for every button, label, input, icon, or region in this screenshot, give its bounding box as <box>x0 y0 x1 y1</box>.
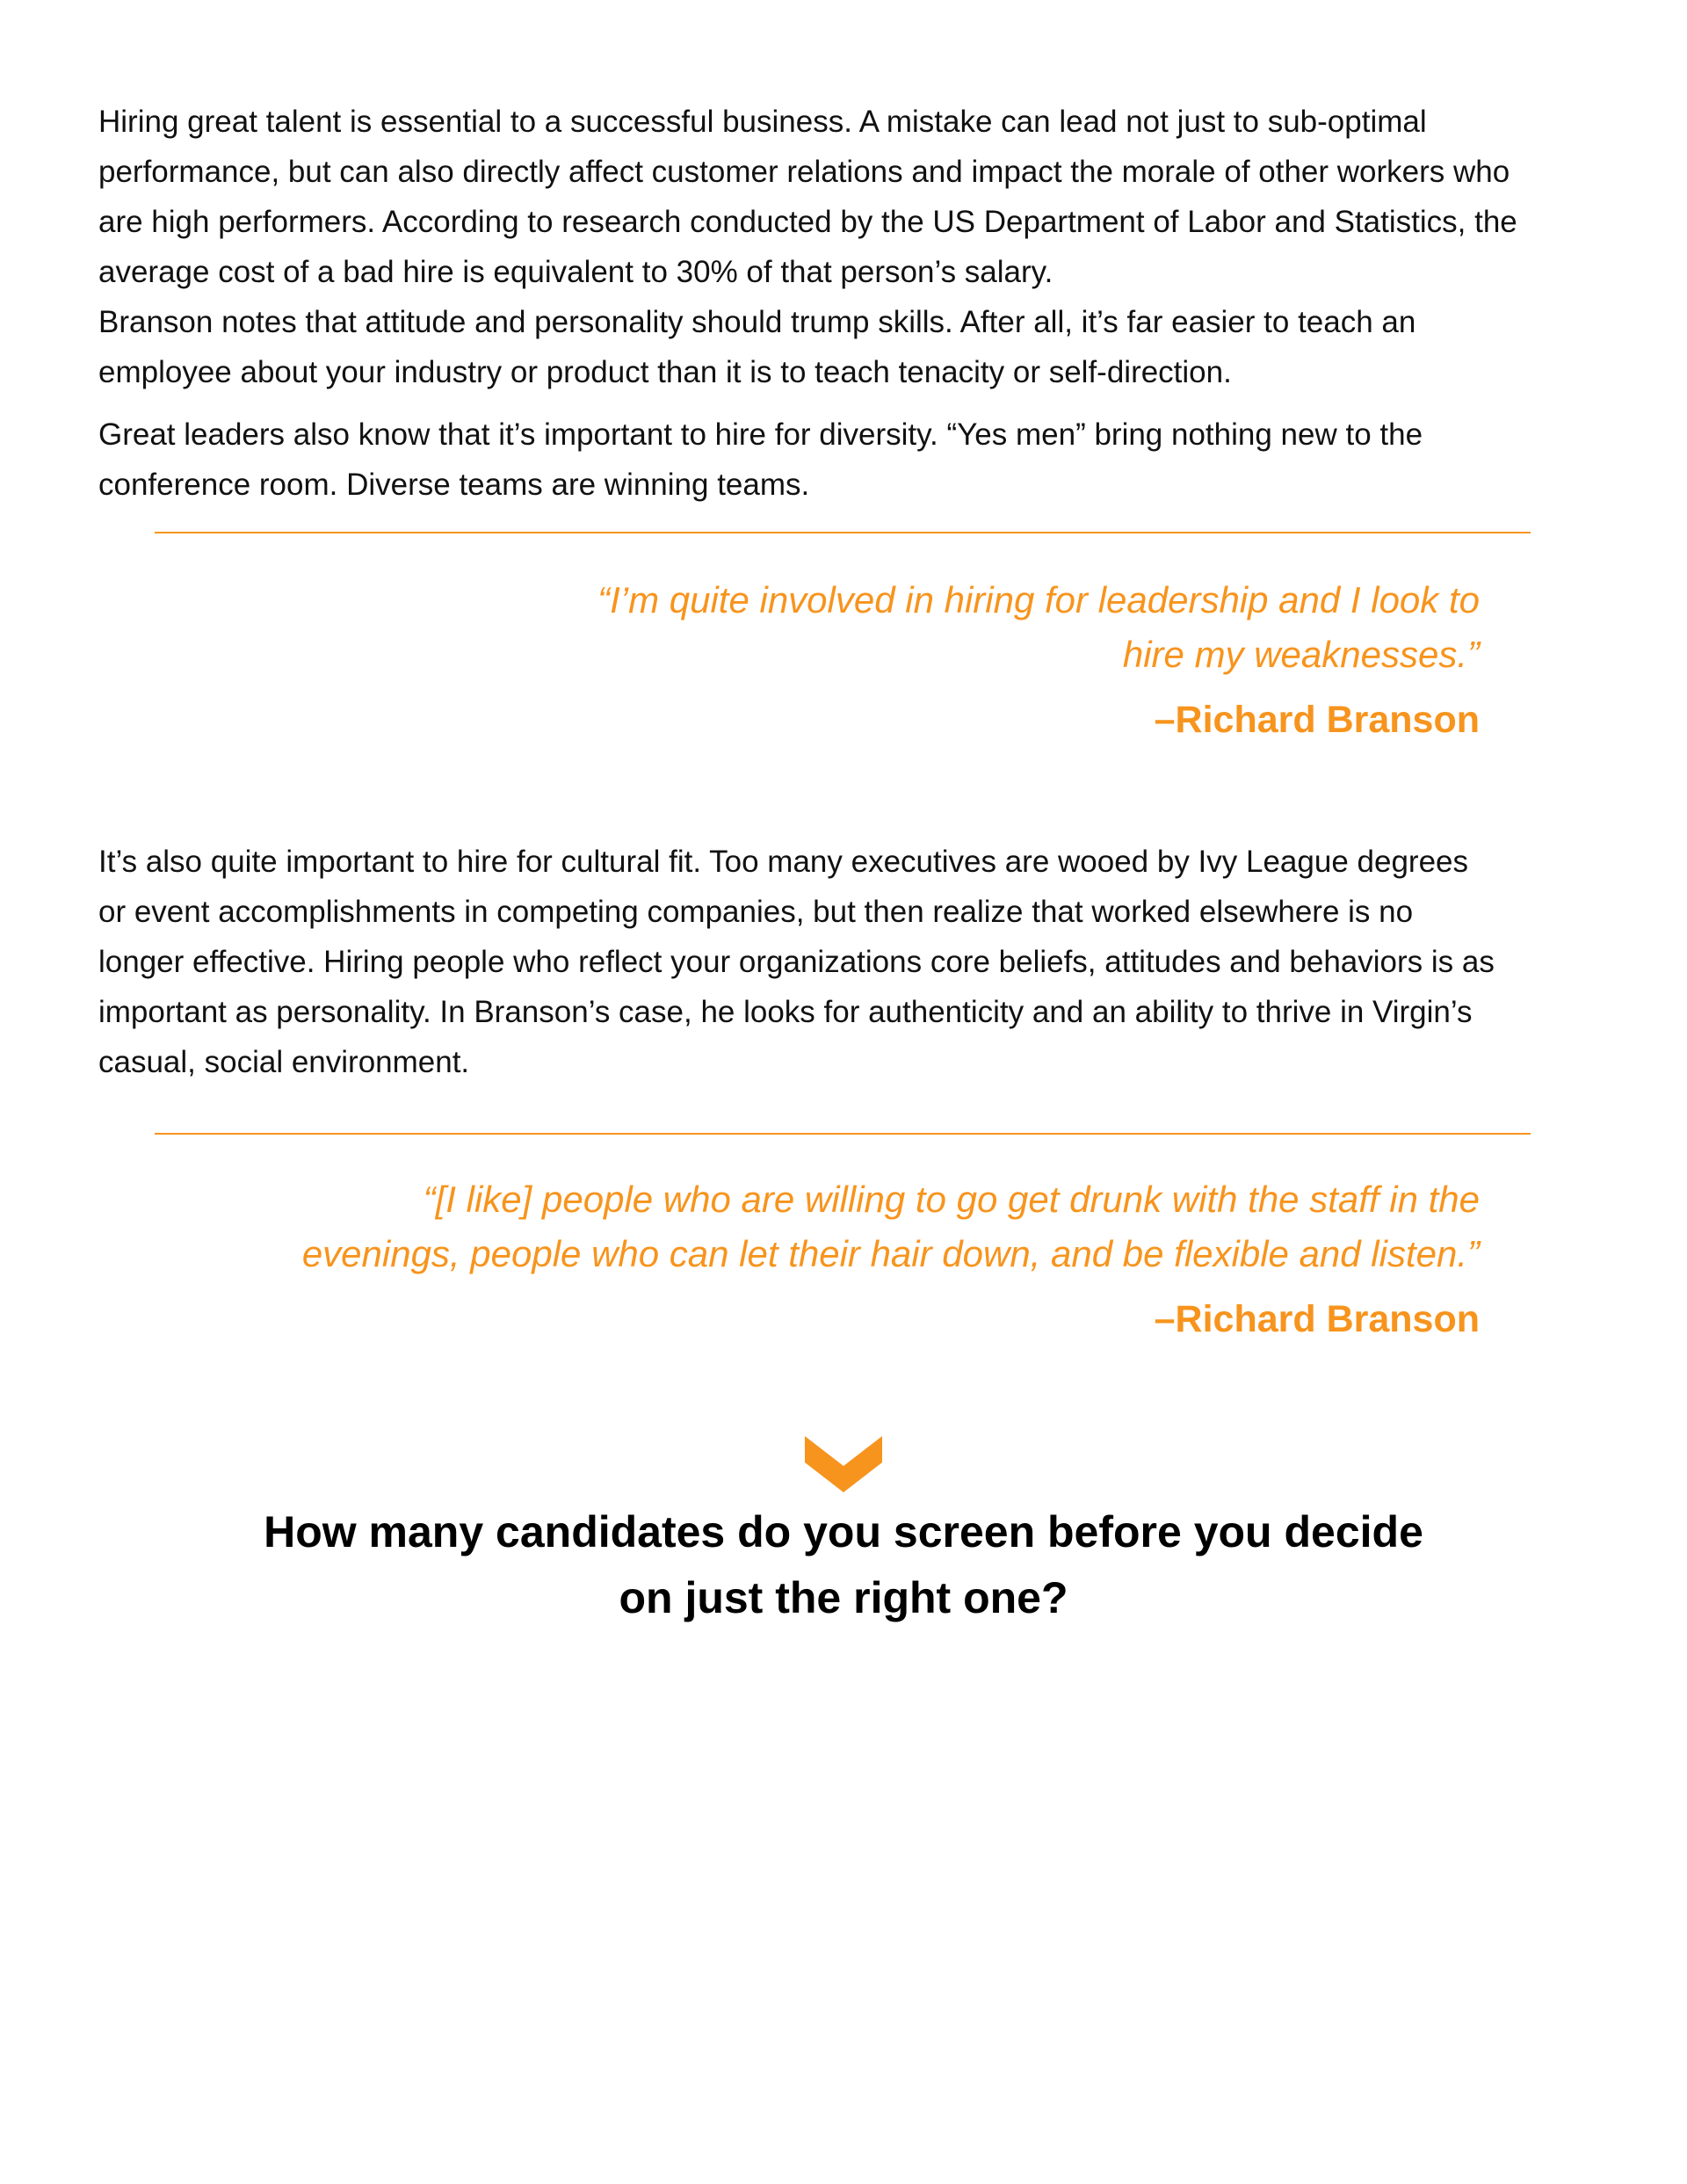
quote-line: evenings, people who can let their hair down, and be flexible and listen.” <box>301 1233 1480 1274</box>
heading-line: on just the right one? <box>619 1573 1068 1622</box>
text-line: are high performers. According to research conducted by the US Department of Labor and Statistics, the <box>98 205 1517 239</box>
text-line: employee about your industry or product than it is to teach tenacity or self-direction. <box>98 355 1232 389</box>
paragraph-cultural-fit <box>98 837 1495 1087</box>
text-line: conference room. Diverse teams are winning teams. <box>98 468 810 502</box>
text-line: or event accomplishments in competing companies, but then realize that worked elsewhere is no <box>98 895 1414 929</box>
text-line: Hiring great talent is essential to a successful business. A mistake can lead not just to sub-optimal <box>98 105 1427 139</box>
quote-line: “[I like] people who are willing to go get drunk with the staff in the <box>423 1179 1480 1220</box>
text-line: casual, social environment. <box>98 1045 470 1079</box>
pull-quote-1 <box>597 573 1480 682</box>
chevron-down-icon <box>805 1436 882 1492</box>
text-line: average cost of a bad hire is equivalent to 30% of that person’s salary. <box>98 255 1053 289</box>
text-line: Great leaders also know that it’s important to hire for diversity. “Yes men” bring nothing new to the <box>98 417 1423 452</box>
paragraph-attitude <box>98 297 1415 397</box>
pull-quote-2 <box>302 1172 1480 1281</box>
paragraph-bad-hire-cost <box>98 97 1517 297</box>
quote-line: “I’m quite involved in hiring for leadership and I look to <box>597 579 1480 620</box>
text-line: It’s also quite important to hire for cultural fit. Too many executives are wooed by Ivy League degrees <box>98 845 1469 879</box>
quote-line: hire my weaknesses.” <box>1122 634 1480 675</box>
divider-rule <box>155 1133 1531 1135</box>
quote-attribution-2: –Richard Branson <box>1154 1298 1480 1340</box>
text-line: Branson notes that attitude and personality should trump skills. After all, it’s far easier to teach an <box>98 305 1416 339</box>
text-line: performance, but can also directly affect customer relations and impact the morale of other workers who <box>98 155 1510 189</box>
quote-attribution-1: –Richard Branson <box>1154 699 1480 741</box>
text-line: longer effective. Hiring people who reflect your organizations core beliefs, attitudes and behaviors is as <box>98 945 1495 979</box>
paragraph-diversity <box>98 410 1423 510</box>
divider-rule <box>155 532 1531 533</box>
text-line: important as personality. In Branson’s case, he looks for authenticity and an ability to thrive in Virgin’s <box>98 995 1473 1029</box>
heading-line: How many candidates do you screen before you decide <box>264 1507 1423 1556</box>
section-heading <box>0 1499 1687 1631</box>
